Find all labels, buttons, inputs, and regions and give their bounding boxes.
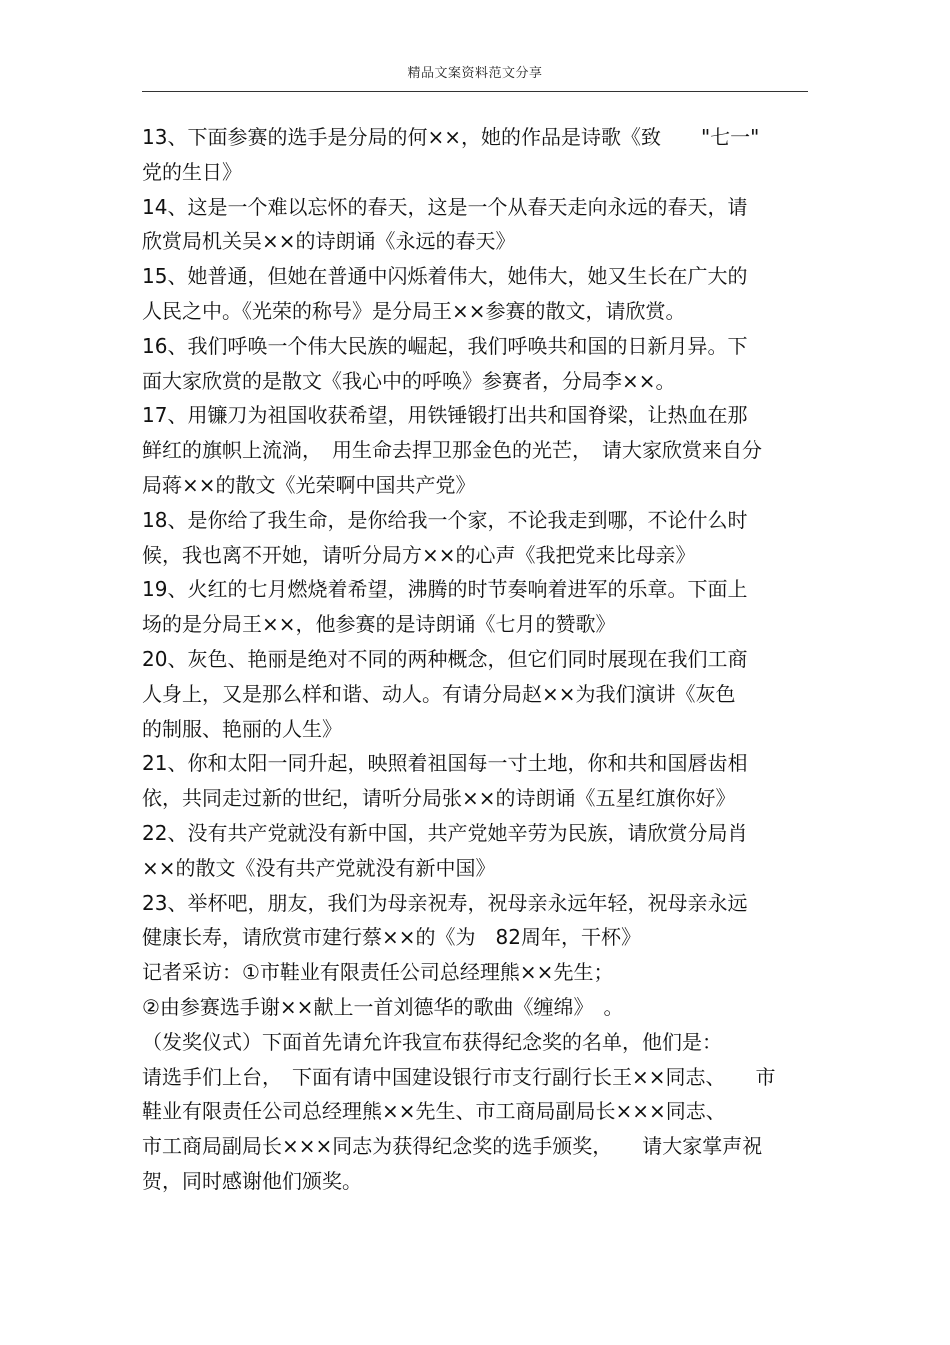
text-line: 市工商局副局长×××同志为获得纪念奖的选手颁奖， 请大家掌声祝 [142,1134,763,1159]
text-line: 15、她普通，但她在普通中闪烁着伟大，她伟大，她又生长在广大的 [142,264,748,289]
text-line: （发奖仪式）下面首先请允许我宣布获得纪念奖的名单，他们是： [142,1029,722,1054]
text-line: 欣赏局机关吴××的诗朗诵《永远的春天》 [142,229,516,254]
text-line: 14、这是一个难以忘怀的春天，这是一个从春天走向永远的春天，请 [142,194,748,219]
text-line: 请选手们上台， 下面有请中国建设银行市支行副行长王××同志、 市 [142,1064,776,1089]
text-line: 13、下面参赛的选手是分局的何××，她的作品是诗歌《致 "七一" [142,125,760,149]
text-line: 记者采访：①市鞋业有限责任公司总经理熊××先生； [142,960,614,985]
text-line: 面大家欣赏的是散文《我心中的呼唤》参赛者，分局李××。 [142,368,676,393]
text-line: 贺，同时感谢他们颁奖。 [142,1168,362,1193]
text-line: 的制服、艳丽的人生》 [142,716,342,741]
text-line: 18、是你给了我生命，是你给我一个家，不论我走到哪，不论什么时 [142,507,748,532]
text-line: 23、举杯吧，朋友，我们为母亲祝寿，祝母亲永远年轻，祝母亲永远 [142,890,748,915]
text-line: 场的是分局王××，他参赛的是诗朗诵《七月的赞歌》 [142,612,616,637]
text-line: 鞋业有限责任公司总经理熊××先生、市工商局副局长×××同志、 [142,1099,726,1124]
text-line: 17、用镰刀为祖国收获希望，用铁锤锻打出共和国脊梁，让热血在那 [142,403,748,428]
text-line: 20、灰色、艳丽是绝对不同的两种概念，但它们同时展现在我们工商 [142,646,748,671]
text-line: 22、没有共产党就没有新中国，共产党她辛劳为民族，请欣赏分局肖 [142,820,748,845]
text-line: 人身上，又是那么样和谐、动人。有请分局赵××为我们演讲《灰色 [142,681,736,706]
text-line: 16、我们呼唤一个伟大民族的崛起，我们呼唤共和国的日新月异。下 [142,333,748,358]
text-line: 21、你和太阳一同升起，映照着祖国每一寸土地，你和共和国唇齿相 [142,751,748,776]
header-divider [142,91,808,92]
text-line: 人民之中。《光荣的称号》是分局王××参赛的散文，请欣赏。 [142,298,686,323]
text-line: ②由参赛选手谢××献上一首刘德华的歌曲《缠绵》 。 [142,994,624,1019]
text-line: 19、火红的七月燃烧着希望，沸腾的时节奏响着进军的乐章。下面上 [142,577,748,602]
page-header: 精品文案资料范文分享 [407,66,543,81]
text-line: 鲜红的旗帜上流淌， 用生命去捍卫那金色的光芒， 请大家欣赏来自分 [142,438,762,463]
text-line: ××的散文《没有共产党就没有新中国》 [142,855,496,880]
text-line: 候，我也离不开她，请听分局方××的心声《我把党来比母亲》 [142,542,696,567]
document-body [142,120,808,1199]
text-line: 党的生日》 [142,159,242,184]
text-line: 局蒋××的散文《光荣啊中国共产党》 [142,472,476,497]
text-line: 依，共同走过新的世纪，请听分局张××的诗朗诵《五星红旗你好》 [142,786,736,811]
text-line: 健康长寿，请欣赏市建行蔡××的《为 82周年，干杯》 [142,925,641,950]
